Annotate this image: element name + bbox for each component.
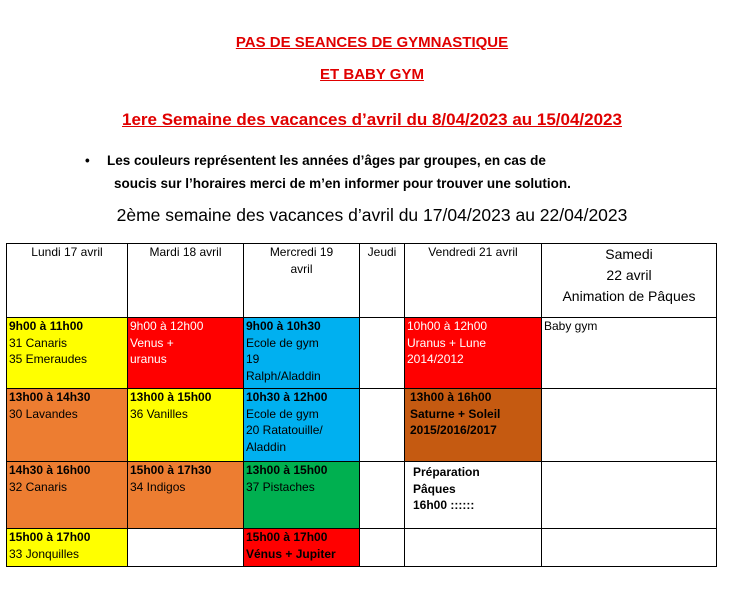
cell-vendredi-2: 13h00 à 16h00 Saturne + Soleil 2015/2016/2017 xyxy=(405,389,542,462)
title-week-1: 1ere Semaine des vacances d’avril du 8/04/2023 au 15/04/2023 xyxy=(122,110,622,129)
cell-mardi-1: 9h00 à 12h00 Venus + uranus xyxy=(128,318,244,389)
header-row xyxy=(7,244,717,318)
header-mardi: Mardi 18 avril xyxy=(128,244,244,318)
cell-jeudi-4 xyxy=(360,529,405,567)
cell-mercredi-1: 9h00 à 10h30 Ecole de gym 19 Ralph/Aladdin xyxy=(244,318,360,389)
header-samedi: Samedi 22 avril Animation de Pâques xyxy=(542,244,717,318)
table-row xyxy=(7,462,717,529)
cell-jeudi-3 xyxy=(360,462,405,529)
cell-lundi-3: 14h30 à 16h00 32 Canaris xyxy=(7,462,128,529)
cell-mardi-4 xyxy=(128,529,244,567)
header-lundi: Lundi 17 avril xyxy=(7,244,128,318)
header-mercredi: Mercredi 19 avril xyxy=(244,244,360,318)
table-row xyxy=(7,318,717,389)
cell-jeudi-1 xyxy=(360,318,405,389)
cell-mercredi-2: 10h30 à 12h00 Ecole de gym 20 Ratatouille/ Aladdin xyxy=(244,389,360,462)
color-note-line-2: soucis sur l’horaires merci de m’en informer pour trouver une solution. xyxy=(114,176,571,191)
cell-lundi-1: 9h00 à 11h00 31 Canaris 35 Emeraudes xyxy=(7,318,128,389)
cell-samedi-2 xyxy=(542,389,717,462)
cell-lundi-4: 15h00 à 17h00 33 Jonquilles xyxy=(7,529,128,567)
cell-samedi-1: Baby gym xyxy=(542,318,717,389)
table-row xyxy=(7,389,717,462)
cell-vendredi-3: Préparation Pâques 16h00 :::::: xyxy=(405,462,542,529)
cell-mardi-2: 13h00 à 15h00 36 Vanilles xyxy=(128,389,244,462)
week-2-heading: 2ème semaine des vacances d’avril du 17/04/2023 au 22/04/2023 xyxy=(116,205,628,225)
color-note-line-1: Les couleurs représentent les années d’âges par groupes, en cas de xyxy=(107,153,546,168)
cell-vendredi-4 xyxy=(405,529,542,567)
cell-lundi-2: 13h00 à 14h30 30 Lavandes xyxy=(7,389,128,462)
bullet-icon: • xyxy=(85,153,90,168)
title-line-2: ET BABY GYM xyxy=(320,66,424,83)
cell-mercredi-4: 15h00 à 17h00 Vénus + Jupiter xyxy=(244,529,360,567)
cell-jeudi-2 xyxy=(360,389,405,462)
cell-samedi-4 xyxy=(542,529,717,567)
title-line-1: PAS DE SEANCES DE GYMNASTIQUE xyxy=(235,34,509,51)
cell-samedi-3 xyxy=(542,462,717,529)
cell-mardi-3: 15h00 à 17h30 34 Indigos xyxy=(128,462,244,529)
header-vendredi: Vendredi 21 avril xyxy=(405,244,542,318)
schedule-table xyxy=(6,243,717,567)
header-jeudi: Jeudi xyxy=(360,244,405,318)
table-row xyxy=(7,529,717,567)
cell-vendredi-1: 10h00 à 12h00 Uranus + Lune 2014/2012 xyxy=(405,318,542,389)
cell-mercredi-3: 13h00 à 15h00 37 Pistaches xyxy=(244,462,360,529)
